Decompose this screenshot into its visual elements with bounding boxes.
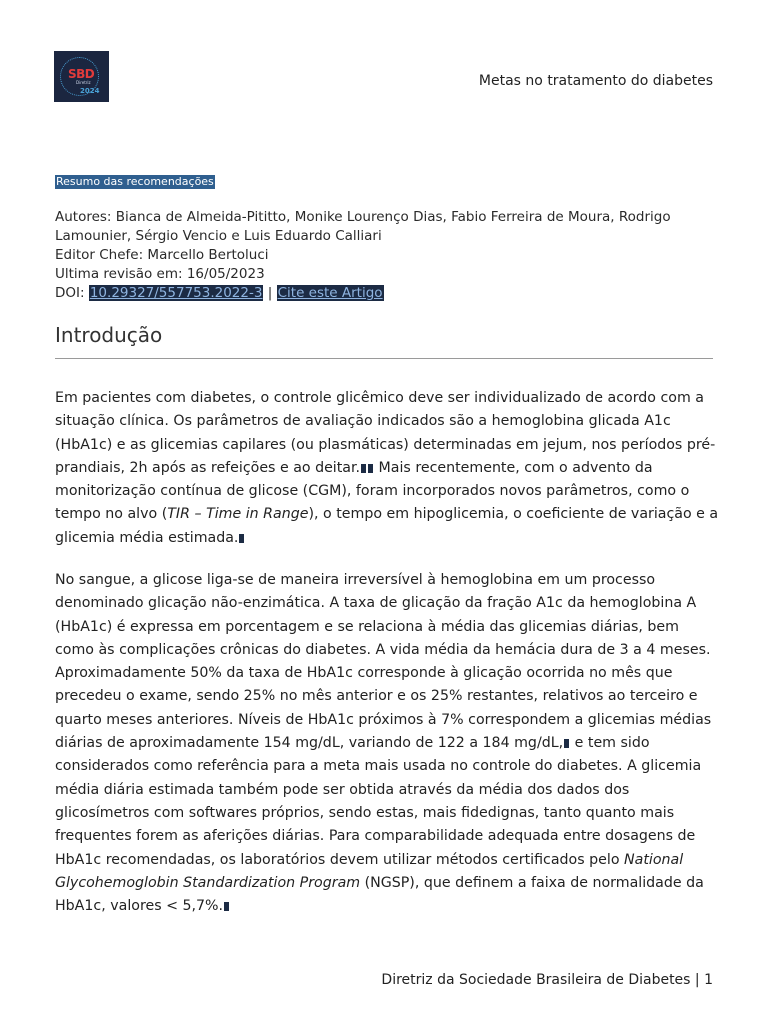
reference-marker[interactable] — [368, 464, 373, 473]
reference-marker[interactable] — [224, 902, 229, 911]
paragraph-1-text-c: ), o tempo em hipoglicemia, o coeficiente de variação e a glicemia média estimada. — [55, 506, 719, 546]
section-title: Introdução — [55, 323, 163, 347]
paragraph-1 — [55, 387, 720, 550]
doi-label: DOI: — [55, 285, 89, 301]
reference-marker[interactable] — [564, 739, 569, 748]
paragraph-1-italic: TIR – Time in Range — [167, 506, 309, 523]
section-divider — [55, 358, 713, 359]
revision-line: Ultima revisão em: 16/05/2023 — [55, 266, 265, 282]
paragraph-2-text-a: No sangue, a glicose liga-se de maneira irreversível à hemoglobina em um processo denominado glicação não-enzimática. A taxa de glicação da fração A1c da hemoglobina A (HbA1c) é expressa em porcentagem e se relaciona à média das glicemias diárias, bem como às complicações crônicas do diabetes. A vida média da hemácia dura de 3 a 4 meses. Aproximadamente 50% da taxa de HbA1c corresponde à glicação ocorrida no mês que precedeu o exame, sendo 25% no mês anterior e os 25% restantes, relativos ao terceiro e quarto meses anteriores. Níveis de HbA1c próximos à 7% correspondem a glicemias médias diárias de aproximadamente 154 mg/dL, variando de 122 a 184 mg/dL, — [55, 572, 712, 752]
editor-line: Editor Chefe: Marcello Bertoluci — [55, 247, 269, 263]
paragraph-2 — [55, 569, 720, 918]
page-footer: Diretriz da Sociedade Brasileira de Diabetes | 1 — [381, 972, 713, 988]
doi-link[interactable]: 10.29327/557753.2022-3 — [89, 285, 263, 301]
paragraph-1-text-b: Mais recentemente, com o advento da monitorização contínua de glicose (CGM), foram incorporados novos parâmetros, como o tempo no alvo ( — [55, 459, 690, 523]
logo-year: 2024 — [80, 87, 100, 95]
authors-line-2: Lamounier, Sérgio Vencio e Luis Eduardo Calliari — [55, 228, 382, 244]
paragraph-1-text-a: Em pacientes com diabetes, o controle glicêmico deve ser individualizado de acordo com a situação clínica. Os parâmetros de avaliação indicados são a hemoglobina glicada A1c (HbA1c) e as glicemias capilares (ou plasmáticas) determinadas em jejum, nos períodos pré-prandiais, 2h após as refeições e ao deitar. — [55, 390, 716, 476]
paragraph-2-italic: National Glycohemoglobin Standardization Program — [55, 851, 684, 891]
cite-article-link[interactable]: Cite este Artigo — [277, 285, 383, 301]
reference-marker[interactable] — [361, 464, 366, 473]
paragraph-2-text-c: (NGSP), que definem a faixa de normalidade da HbA1c, valores < 5,7%. — [55, 874, 704, 915]
doi-line — [55, 284, 715, 303]
logo-text: SBD — [68, 67, 95, 81]
paragraph-2-text-b: e tem sido considerados como referência para a meta mais usada no controle do diabetes. A glicemia média diária estimada também pode ser obtida através da média dos dados dos glicosímetros com softwares próprios, sendo estas, mais fidedignas, tanto quanto mais frequentes forem as aferições diárias. Para comparabilidade adequada entre dosagens de HbA1c recomendadas, os laboratórios devem utilizar métodos certificados pelo — [55, 735, 702, 868]
reference-marker[interactable] — [239, 534, 244, 543]
header-title: Metas no tratamento do diabetes — [478, 73, 713, 89]
authors-line-1: Autores: Bianca de Almeida-Pititto, Monike Lourenço Dias, Fabio Ferreira de Moura, Rodrigo — [55, 209, 671, 225]
sbd-logo — [54, 51, 109, 102]
doi-separator: | — [263, 285, 277, 301]
article-meta — [55, 208, 715, 303]
summary-link[interactable]: Resumo das recomendações — [56, 175, 214, 188]
logo-subtitle: Diretriz — [76, 80, 91, 85]
